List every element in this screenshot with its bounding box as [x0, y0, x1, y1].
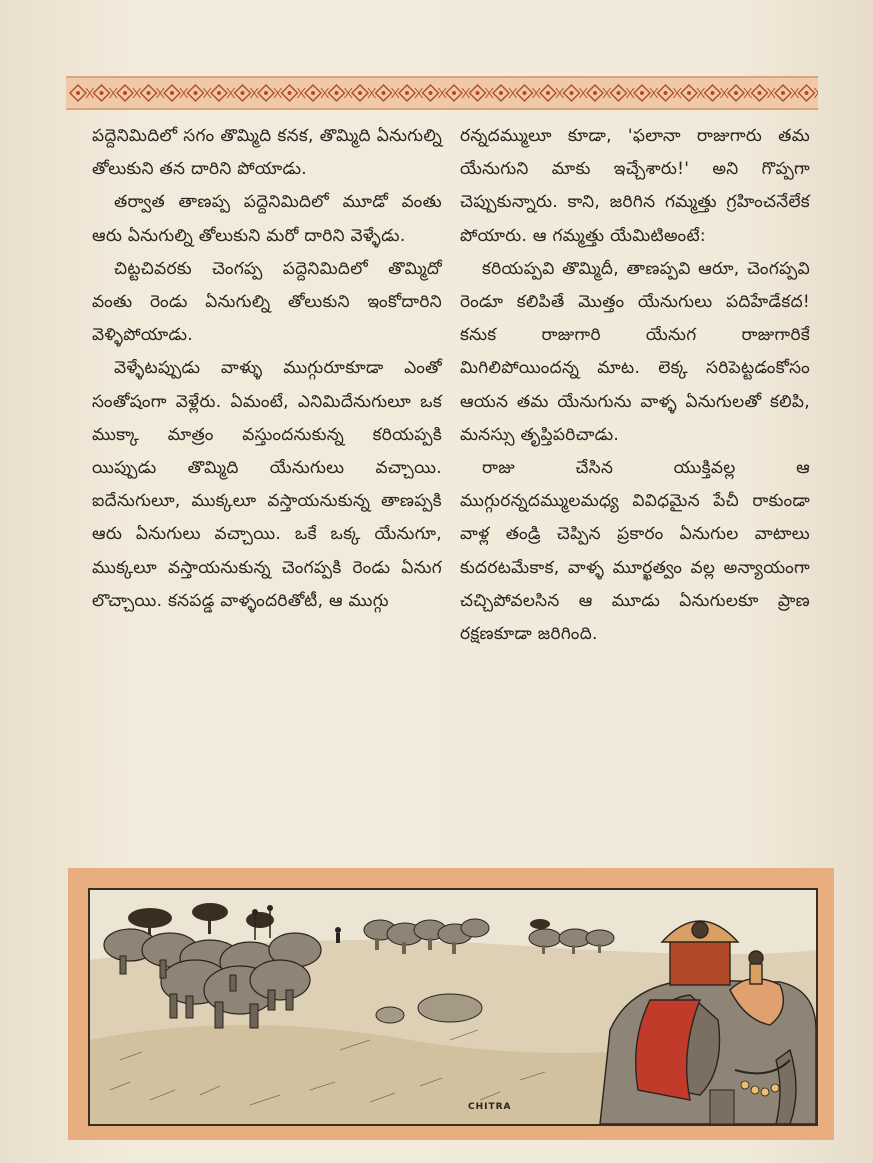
left-column	[92, 120, 442, 618]
border-motif-unit	[517, 85, 541, 101]
border-motif-unit	[775, 85, 799, 101]
border-motif-unit	[658, 85, 682, 101]
border-motif-unit	[611, 85, 635, 101]
left-paragraph-3: చిట్టచివరకు చెంగప్ప పద్దెనిమిదిలో తొమ్మిదో వంతు రెండు ఏనుగుల్ని తోలుకుని ఇంకోదారిని వెళ్ళిపోయాడు.	[92, 258, 442, 346]
border-motif-unit	[423, 85, 447, 101]
border-motif-unit	[634, 85, 658, 101]
right-paragraph-3: రాజు చేసిన యుక్తివల్ల ఆ ముగ్గురన్నదమ్ములమధ్య వివిధమైన పేచీ రాకుండా వాళ్ల తండ్రి చెప్పిన ప్రకారం ఏనుగుల వాటాలు కుదరటమేకాక, వాళ్ళ మూర్ఖత్వం వల్ల అన్యాయంగా చచ్చిపోవలసిన ఆ మూడు ఏనుగులకూ ప్రాణ రక్షణకూడా జరిగింది.	[460, 458, 810, 645]
right-paragraph-1: రన్నదమ్ములూ కూడా, 'ఫలానా రాజుగారు తమ యేనుగుని మాకు ఇచ్చేశారు!' అని గొప్పగా చెప్పుకున్నారు. కాని, జరిగిన గమ్మత్తు గ్రహించనేలేక పోయారు. ఆ గమ్మత్తు యేమిటిఅంటే:	[460, 126, 810, 246]
border-motif-unit	[141, 85, 165, 101]
border-motif-unit	[164, 85, 188, 101]
border-motif-unit	[70, 85, 94, 101]
border-motif-unit	[728, 85, 752, 101]
left-paragraph-4: వెళ్ళేటప్పుడు వాళ్ళు ముగ్గురూకూడా ఎంతో సంతోషంగా వెళ్లేరు. ఏమంటే, ఎనిమిదేనుగులూ ఒక ముక్కా మాత్రం వస్తుందనుకున్న కరియప్పకి యిప్పుడు తొమ్మిది యేనుగులు వచ్చాయి. ఐదేనుగులూ, ముక్కలూ వస్తాయనుకున్న తాణప్పకి ఆరు ఏనుగులు వచ్చాయి. ఒకే ఒక్క యేనుగూ, ముక్కలూ వస్తాయనుకున్న చెంగప్పకి రెండు ఏనుగ లొచ్చాయి. కనపడ్డ వాళ్ళందరితోటీ, ఆ ముగ్గు	[92, 358, 442, 611]
border-motif-unit	[540, 85, 564, 101]
border-motif-unit	[799, 85, 819, 101]
border-motif-unit	[681, 85, 705, 101]
border-motif-unit	[329, 85, 353, 101]
border-motif-unit	[258, 85, 282, 101]
border-motif-unit	[399, 85, 423, 101]
border-motif-unit	[705, 85, 729, 101]
border-motif-unit	[94, 85, 118, 101]
border-motif-unit	[587, 85, 611, 101]
border-motif-unit	[235, 85, 259, 101]
border-motif-unit	[564, 85, 588, 101]
artist-signature: CHITRA	[468, 1102, 512, 1112]
border-motif-unit	[282, 85, 306, 101]
border-motif-unit	[470, 85, 494, 101]
border-motif-unit	[188, 85, 212, 101]
border-motif-unit	[752, 85, 776, 101]
border-motif-unit	[446, 85, 470, 101]
illustration	[88, 888, 818, 1126]
decorative-border	[66, 76, 818, 110]
border-motif-unit	[376, 85, 400, 101]
right-column	[460, 120, 810, 651]
border-motif	[66, 78, 818, 108]
border-motif-unit	[117, 85, 141, 101]
elephant-scene-illustration	[90, 890, 816, 1124]
left-paragraph-1: పద్దెనిమిదిలో సగం తొమ్మిది కనక, తొమ్మిది ఏనుగుల్ని తోలుకుని తన దారిని పోయాడు.	[92, 126, 442, 180]
border-motif-unit	[305, 85, 329, 101]
right-paragraph-2: కరియప్పవి తొమ్మిదీ, తాణప్పవి ఆరూ, చెంగప్పవి రెండూ కలిపితే మొత్తం యేనుగులు పదిహేడేకద! కనుక రాజుగారి యేనుగ రాజుగారికే మిగిలిపోయిందన్న మాట. లెక్క సరిపెట్టడంకోసం ఆయన తమ యేనుగును వాళ్ళ ఏనుగులతో కలిపి, మనస్సు తృప్తిపరిచాడు.	[460, 258, 810, 445]
border-motif-unit	[211, 85, 235, 101]
border-motif-unit	[352, 85, 376, 101]
illustration-frame	[68, 868, 834, 1140]
left-paragraph-2: తర్వాత తాణప్ప పద్దెనిమిదిలో మూడో వంతు ఆరు ఏనుగుల్ని తోలుకుని మరో దారిని వెళ్ళేడు.	[92, 192, 442, 246]
border-motif-unit	[493, 85, 517, 101]
